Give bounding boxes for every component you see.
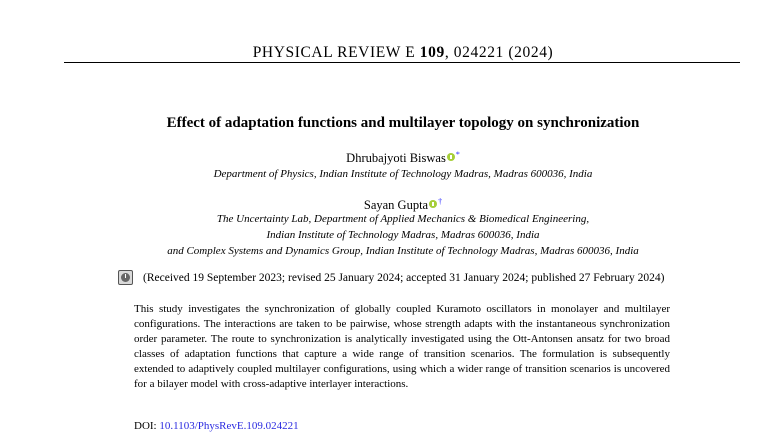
clock-icon [121, 273, 130, 282]
author-2 [0, 197, 757, 213]
author-name: Sayan Gupta [363, 198, 429, 212]
doi-line [134, 420, 299, 432]
orcid-icon[interactable] [447, 153, 455, 161]
author-mark[interactable]: † [438, 197, 443, 206]
received-dates: (Received 19 September 2023; revised 25 January 2024; accepted 31 January 2024; published 27 February 2024) [143, 271, 665, 284]
author-2-affiliation-line-2: Indian Institute of Technology Madras, Madras 600036, India [266, 229, 540, 241]
author-mark[interactable]: * [455, 150, 460, 159]
doi-label: DOI: [134, 420, 157, 432]
journal-header [0, 44, 757, 62]
doi-link[interactable]: 10.1103/PhysRevE.109.024221 [159, 420, 299, 432]
article-history-icon[interactable] [118, 270, 133, 285]
journal-name: PHYSICAL REVIEW E [252, 44, 416, 61]
author-2-affiliation-line-1: The Uncertainty Lab, Department of Applied Mechanics & Biomedical Engineering, [216, 213, 590, 225]
journal-volume: 109 [419, 44, 445, 61]
abstract: This study investigates the synchronization of globally coupled Kuramoto oscillators in monolayer and multilayer configurations. The interactions are taken to be pairwise, whose strength adapts with the instantaneous synchronization order parameter. The route to synchronization is analytically investigated using the Ott-Antonsen ansatz for two broad classes of adaptation functions that capture a wide range of transition scenarios. The formulation is subsequently extended to adaptively coupled multilayer configurations, using which a wider range of transition scenarios is uncovered for a bilayer model with cross-adaptive interlayer interactions. [134, 303, 670, 391]
header-rule [64, 62, 740, 63]
received-row [118, 270, 665, 285]
paper-title: Effect of adaptation functions and multilayer topology on synchronization [166, 115, 640, 131]
author-1 [0, 150, 757, 166]
author-name: Dhrubajyoti Biswas [346, 151, 446, 165]
article-number: , 024221 (2024) [444, 44, 554, 61]
author-2-affiliation-line-3: and Complex Systems and Dynamics Group, Indian Institute of Technology Madras, Madras 600036, India [167, 245, 639, 257]
author-1-affiliation: Department of Physics, Indian Institute of Technology Madras, Madras 600036, India [213, 168, 593, 180]
orcid-icon[interactable] [429, 200, 437, 208]
